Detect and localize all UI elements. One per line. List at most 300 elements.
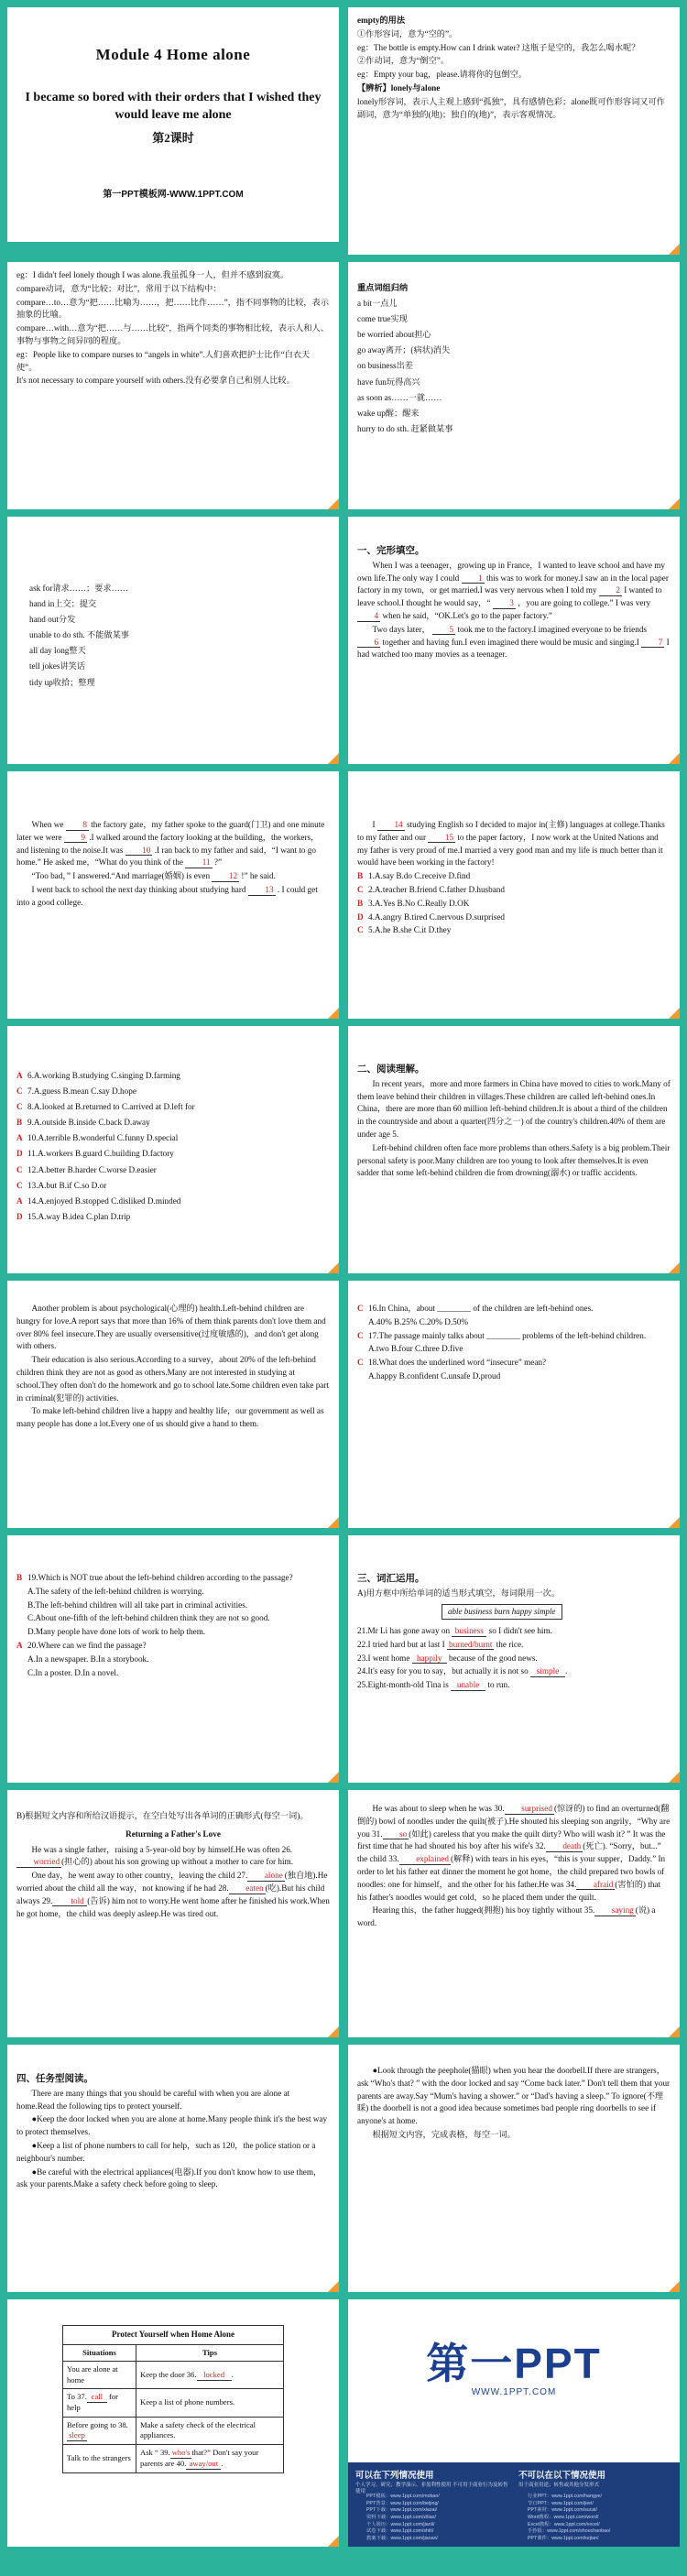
table-cell: Make a safety check of the electrical appliances. [136,2417,284,2444]
blank-9: 9 [64,833,87,844]
answer-letter: D [357,911,364,922]
blank-10: 10 [125,846,153,857]
text: took me to the factory.I imagined everyone to be friends [457,624,647,634]
link[interactable]: 个人简历：www.1ppt.com/jianli/ [366,2521,435,2527]
corner-fold [328,498,339,509]
corner-fold [669,2026,680,2037]
answer-letter: A [16,1071,23,1080]
fill-item [357,1639,671,1652]
option-text: 1.A.say B.do C.receive D.find [368,871,471,881]
table-row [63,2445,284,2473]
option: A.In a newspaper. B.In a storybook. [27,1654,149,1664]
option: B.The left-behind children will all take part in criminal activities. [27,1599,248,1610]
text: To 37. [67,2392,87,2402]
answer-28: eaten [229,1883,266,1894]
slide-4 [348,262,680,509]
corner-fold [328,1008,339,1019]
question-19 [16,1572,330,1585]
table-row [63,2362,284,2389]
question-text: 16.In China，about ________ of the children are left-behind ones. [368,1304,594,1313]
option-text: 6.A.working B.studying C.singing D.farming [27,1071,180,1080]
cloze-paragraph [357,819,671,869]
answer-24: simple [530,1666,565,1677]
answer-21: business [452,1626,486,1637]
answer-22: burned/burnt [448,1639,493,1649]
slide-12 [348,1281,680,1528]
text: so I didn't see him. [488,1626,552,1636]
text: in the local paper factory in my town，or get married.I was very nervous when I told my [357,573,669,595]
link[interactable]: Excel教程：www.1ppt.com/excel/ [528,2521,600,2527]
line: eg：I didn't feel lonely though I was alone.我虽孤身一人，但并不感到寂寞。 [16,270,289,279]
option-row [16,1115,330,1130]
text: ?” [213,857,223,868]
blank-8: 8 [66,820,89,831]
text: I wanted to leave school.I thought he would say，“ [357,585,662,608]
answer-25: unable [451,1680,485,1691]
slide-19 [7,2299,339,2547]
line: ①作形容词，意为“空的”。 [357,28,458,38]
option-text: 5.A.he B.she C.it D.they [368,925,452,935]
link[interactable]: PPT素材：www.1ppt.com/sucai/ [528,2507,597,2514]
answer-letter: A [16,1195,23,1206]
line: It's not necessary to compare yourself with others.没有必要拿自己和别人比较。 [16,376,295,386]
line: eg：People like to compare nurses to “angels in white”.人们喜欢把护士比作“白衣天使”。 [16,349,311,372]
question-17 [357,1330,671,1343]
text: .I walked around the factory looking at the building，the workers，and listening to the noise.It was [16,832,320,855]
link[interactable]: PPT背景：www.1ppt.com/beijing/ [366,2500,439,2506]
phrase-heading: 重点词组归纳 [357,283,409,292]
link[interactable]: 手抄报：www.1ppt.com/shouchaobao/ [528,2528,611,2535]
instruction: A)用方框中所给单词的适当形式填空，每词限用一次。 [357,1588,561,1598]
passage-paragraph [357,1803,671,1904]
brand-logo: 第一PPT [426,2340,602,2387]
corner-fold [328,2281,339,2292]
text: (说) a word. [357,1905,656,1928]
fill-item [357,1679,671,1692]
slide-6 [348,517,680,764]
text: 23.I went home [357,1653,410,1663]
cloze-paragraph [357,624,671,661]
corner-fold [669,1262,680,1273]
line: lonely形容词，表示人主观上感到“孤独”，具有感情色彩；alone既可作形容词又可作副词，意为“单独的(地)；独自的(地)”，表示客观情况。 [357,96,665,119]
passage-paragraph [357,1905,671,1930]
link[interactable]: 教案下载：www.1ppt.com/jiaoan/ [366,2536,439,2542]
table-row [63,2389,284,2417]
text: that?” Don't say your parents are 40. [140,2448,259,2469]
line: eg：Empty your bag，please.请将你的包倒空。 [357,70,527,80]
reading-heading: 二、阅读理解。 [357,1064,425,1075]
answer-35: saying [594,1905,636,1916]
text: I [372,820,376,829]
blank-12: 12 [212,871,239,882]
text: (吃).But his child always [16,1883,325,1905]
option-row [16,1162,330,1177]
instruction: 根据短文内容，完成表格，每空一词。 [372,2129,516,2139]
corner-fold [669,1772,680,1783]
option-row [16,1068,330,1083]
option-row [16,1146,330,1161]
line: ②作动词，意为“倒空”。 [357,56,450,66]
option-text: 13.A.but B.if C.so D.or [27,1180,107,1190]
license-forbidden [518,2468,674,2489]
text: for help [67,2392,119,2413]
blank-1: 1 [462,573,485,584]
text: Before going to 38. [67,2419,128,2429]
answer-letter: C [16,1086,23,1097]
vocab-heading: 三、词汇运用。 [357,1573,425,1584]
question-16 [357,1303,671,1315]
passage-title: Returning a Father's Love [125,1828,221,1839]
link-list-2 [528,2494,610,2543]
text: He was about to sleep when he was 30. [372,1804,505,1813]
answer-31: so [383,1829,409,1840]
option-text: 7.A.guess B.mean C.say D.hope [27,1086,136,1097]
phrase-item: be worried about担心 [357,330,431,340]
brand-site: WWW.1PPT.COM [471,2387,557,2397]
cloze-paragraph [357,560,671,623]
slide-20-brand [348,2299,680,2547]
text: when he said，“OK.Let's go to the paper factory.” [382,610,552,620]
question-18 [357,1357,671,1370]
link[interactable]: 节日PPT：www.1ppt.com/jieri/ [528,2500,594,2506]
option-text: 11.A.workers B.guard C.building D.factory [27,1149,174,1159]
answer-36: locked [197,2371,232,2381]
text: together and having fun.I even imagined there would be music and singing.I [382,637,639,647]
corner-fold [328,2026,339,2037]
text: this was to work for money.I saw an [485,573,609,583]
text: (害怕的) that his father's noodles would get cold，so he placed them under the quilt. [357,1879,661,1902]
phrase-item: come true实现 [357,314,408,324]
text: because of the good news. [449,1653,538,1663]
slide-15 [7,1790,339,2037]
option-text: 4.A.angry B.tired C.nervous D.surprised [368,911,506,922]
blank-7: 7 [641,638,664,649]
tip-bullet: ●Keep a list of phone numbers to call for help，such as 120，the police station or a neighbour's number. [16,2140,316,2163]
phrase-item: go away离开；(病状)消失 [357,345,451,355]
slide-1-cover [7,7,339,255]
slide-10 [348,1026,680,1273]
text: (惊讶的) to find an overturned(翻倒的) bowl of noodles under the quilt(被子).He shouted his sleeping son angrily，“Why are you 31. [357,1804,671,1839]
blank-4: 4 [357,611,380,622]
option-text: 10.A.terrible B.wonderful C.funny D.special [27,1133,179,1143]
blank-2: 2 [599,585,622,596]
text: ，you are going to college.” I was very [518,598,651,608]
answer-32: death [546,1841,583,1852]
option-text: 8.A.looked at B.returned to C.arrived at D.left for [27,1102,195,1112]
text: (解释) with tears in his eyes，“this is your supper，Daddy.” In order to let his father eat dinner the moment he got home，the child prepared two bowls of noodles: one for himself，and the other for his father.He was 34. [357,1854,666,1889]
option-text: 14.A.enjoyed B.stopped C.disliked D.minded [27,1195,181,1206]
option-row [16,1099,330,1114]
license-allowed [355,2468,511,2495]
answer-34: afraid [576,1880,615,1891]
text: !” he said. [241,871,276,881]
text: When we [31,820,64,829]
text: (死亡). “Sorry，but...” the child 33. [357,1841,661,1864]
blank-15: 15 [428,833,455,844]
answer-33: explained [399,1854,451,1865]
corner-fold [669,753,680,764]
text: 35. [583,1905,595,1916]
slide-2 [348,7,680,255]
reading-paragraph: To make left-behind children live a happy and healthy life，our government as well as many people has done a lot.Every one of us should give a hand to them. [16,1406,324,1429]
option-row [16,1130,330,1145]
text: Two days later， [372,624,431,634]
option-row [357,884,671,897]
line: compare…with…意为“把……与……比较”，指两个同类的事物相比较，表示人和人、事物与事物之间异同的程度。 [16,323,329,345]
option: C.About one-fifth of the left-behind children think they are not so good. [27,1613,270,1623]
option-row [16,1178,330,1193]
text: (告诉) him not to worry.He went home after he finished his work.When he got home，the child was deeply asleep.He was tired out. [16,1895,330,1918]
slide-16 [348,1790,680,2037]
text: to the paper factory，I now work at the United Nations and my father is very proud of me.I married a very good man and my life is much better than it would have been working in the factory! [357,832,663,868]
license-forbidden-title: 不可以在以下情况使用 [518,2471,606,2481]
cover-period: 第2课时 [152,130,194,145]
answer-letter: C [16,1164,23,1174]
phrase-item: all day long整天 [29,646,86,656]
text: (如此) careless that you make the quilt dirty? Who will wash it? ” It was the first time that he had shouted his boy after his wife's 32. [357,1828,666,1851]
text: I had watched too many movies as a teenager. [357,637,670,660]
slide-7 [7,771,339,1019]
text: the rice. [496,1639,524,1649]
blank-3: 3 [493,598,516,609]
option-row [357,870,671,883]
phrase-item: tell jokes讲笑话 [29,661,85,671]
text: 27. [236,1871,248,1881]
answer-letter: C [16,1180,23,1190]
text: 24.It's easy for you to say，but actually it is not so [357,1666,529,1676]
answer-27: alone [247,1871,284,1882]
table-caption: Protect Yourself when Home Alone [62,2325,284,2344]
answer-letter: B [357,871,364,881]
text: . [221,2459,224,2469]
phrase-item: have fun玩得高兴 [357,377,420,387]
link[interactable]: 试卷下载：www.1ppt.com/shiti/ [366,2528,434,2535]
blank-11: 11 [185,857,212,868]
option-row [16,1194,330,1208]
answer-letter: C [357,1358,364,1368]
options: A.happy B.confident C.unsafe D.proud [368,1370,501,1381]
answer-38: sleep [67,2431,87,2441]
answer-letter: D [16,1149,23,1159]
question-text: 20.Where can we find the passage? [27,1640,147,1650]
text: the factory gate，my father spoke to the guard(门卫) and one minute later we were [16,820,325,842]
line: eg：The bottle is empty.How can I drink water? 这瓶子是空的，我怎么喝水呢？ [357,42,640,52]
fill-item [357,1653,671,1665]
blank-14: 14 [377,820,405,831]
task-paragraph: There are many things that you should be careful with when you are alone at home.Read the following tips to protect yourself. [16,2088,290,2111]
table-cell [63,2389,136,2417]
license-forbidden-text: 用于商业用途；转售或其他分发形式 [518,2483,600,2488]
question-text: 19.Which is NOT true about the left-behind children according to the passage? [27,1573,293,1582]
option-row [16,1084,330,1098]
line: 【辨析】lonely与alone [357,82,441,93]
link-list-1 [366,2494,440,2543]
instruction: B)根据短文内容和所给汉语提示，在空白处写出各单词的正确形式(每空一词)。 [16,1811,309,1820]
corner-fold [328,753,339,764]
answer-letter: A [16,1640,23,1650]
corner-fold [669,244,680,255]
text: When I was a teenager，growing up in France，I wanted to leave school and have my own life.The only way I could [357,560,665,583]
cover-site: 第一PPT模板网-WWW.1PPT.COM [103,189,244,200]
blank-13: 13 [248,885,276,896]
link[interactable]: PPT下载：www.1ppt.com/xiazai/ [366,2507,438,2514]
option-row [357,924,671,937]
text: (担心的) about his son growing up without a mother to care for him. [61,1857,293,1867]
fill-item [357,1665,671,1678]
table-header: Tips [136,2344,284,2362]
text: “Too bad，” I answered.“And marriage(婚姻) is even [31,871,211,881]
blank-5: 5 [432,625,455,636]
slide-14 [348,1535,680,1783]
safety-table [62,2325,284,2473]
answer-letter: C [357,1330,364,1340]
text: . [564,1666,568,1676]
slide-11 [7,1281,339,1528]
reading-paragraph: Their education is also serious.According to a survey，about 20% of the left-behind children think they are not as good as others.Many are not interested in studying at school.They often don't do the homework and go to school late.Some children even take part in criminal(犯罪的) activities. [16,1355,329,1403]
phrase-item: hand out分发 [29,615,76,625]
slide-17 [7,2045,339,2292]
phrase-item: unable to do sth. 不能做某事 [29,630,129,640]
corner-fold [328,2536,339,2547]
options: A.40% B.25% C.20% D.50% [368,1316,468,1326]
cloze-paragraph [16,870,330,883]
table-cell: Talk to the strangers [63,2445,136,2473]
link[interactable]: PPT课件：www.1ppt.com/kejian/ [528,2536,599,2542]
table-cell [136,2445,284,2473]
text: . I could get into a good college. [16,884,318,907]
cloze-paragraph [16,884,330,910]
cover-bottom-bar [7,242,339,255]
blank-6: 6 [357,638,380,649]
answer-letter: D [16,1211,23,1221]
table-cell [136,2362,284,2389]
option-row [357,898,671,911]
slide-9 [7,1026,339,1273]
fill-item [357,1625,671,1638]
answer-letter: C [357,884,364,894]
corner-fold [669,1517,680,1528]
answer-29: told [52,1896,87,1907]
table-header: Situations [63,2344,136,2362]
question-20 [16,1640,330,1653]
option: C.In a poster. D.In a novel. [27,1667,119,1677]
text: Ask “ 39. [140,2448,170,2458]
option-text: 15.A.way B.idea C.plan D.trip [27,1211,131,1221]
text: I went back to school the next day thinking about studying hard [31,884,246,894]
corner-fold [669,498,680,509]
question-text: 17.The passage mainly talks about ________ problems of the left-behind children. [368,1330,647,1340]
text: Keep the door 36. [140,2369,197,2379]
text: He was a single father，raising a 5-year-old boy by himself.He was often 26. [31,1844,293,1854]
question-text: 18.What does the underlined word “insecure” mean? [368,1358,547,1368]
task-heading: 四、任务型阅读。 [16,2073,93,2084]
answer-letter: B [16,1573,23,1582]
phrase-item: hand in上交；提交 [29,599,97,609]
phrase-item: ask for请求……；要求…… [29,584,128,593]
line: compare动词，意为“比较；对比”，常用于以下结构中： [16,283,222,293]
option-text: 12.A.better B.harder C.worse D.easier [27,1164,157,1174]
license-allowed-text: 个人学习、研究；教学演示、非盈利性使用 不可用于商业行为及转售使用 [355,2483,508,2495]
table-cell: You are alone at home [63,2362,136,2389]
answer-letter: A [16,1133,23,1143]
word-box: able business burn happy simple [442,1604,562,1621]
answer-40: away/out [186,2460,221,2470]
answer-39: who's [171,2448,191,2458]
slide-5 [7,517,339,764]
answer-letter: B [357,898,364,908]
table-cell: Keep a list of phone numbers. [136,2389,284,2417]
link[interactable]: 行业PPT：www.1ppt.com/hangye/ [528,2494,602,2499]
link[interactable]: 资料下载：www.1ppt.com/ziliao/ [366,2515,436,2521]
tip-bullet: ●Keep the door locked when you are alone at home.Many people think it's the best way to protect themselves. [16,2114,328,2137]
reading-paragraph: Left-behind children often face more problems than others.Safety is a big problem.Their personal safety is poor.Many children are too young to look after themselves.It is even sadder that some left-behind children die from drowning(溺水) or traffic accidents. [357,1142,671,1178]
text: 25.Eight-month-old Tina is [357,1680,449,1690]
slide-3 [7,262,339,509]
phrase-item: hurry to do sth. 赶紧做某事 [357,423,453,433]
phrase-item: tidy up收拾；整理 [29,677,95,687]
answer-letter: C [357,1304,364,1313]
slide-18 [348,2045,680,2292]
corner-fold [328,1517,339,1528]
tip-bullet: ●Look through the peephole(猫眼) when you hear the doorbell.If there are strangers，ask “Who's that? ” with the door locked and say “Come back later.” Don't tell them that your parents are away.Say “Mum's having a shower.” or “Dad's having a sleep.” To ignore(不理睬) the doorbell is not a good idea because sometimes bad people ring doorbells to see if anyone's at home. [357,2066,671,2126]
option: D.Many people have done lots of work to help them. [27,1627,206,1637]
phrase-item: on business出差 [357,361,413,371]
table-row [63,2417,284,2444]
text: . [231,2369,234,2379]
answer-37: call [87,2393,107,2403]
text: 29. [41,1895,53,1905]
corner-fold [328,1262,339,1273]
reading-paragraph: In recent years，more and more farmers in China have moved to cities to work.Many of them leave behind their children in villages.These children are called left-behind ones.In China，there are more than 60 million left-behind children.It is about a third of the children in the countryside and about a quarter(四分之一) of the country's children.40% of them are under age 5. [357,1078,671,1139]
answer-letter: C [357,925,364,935]
text: Hearing this，the father hugged(拥抱) his boy tightly without [372,1905,583,1916]
link[interactable]: PPT模板：www.1ppt.com/moban/ [366,2494,440,2499]
option-text: 2.A.teacher B.friend C.father D.husband [368,884,505,894]
answer-letter: C [16,1102,23,1112]
option-row [357,911,671,924]
phrase-item: wake up醒；醒来 [357,408,420,418]
answer-letter: B [16,1118,23,1128]
corner-fold [328,1772,339,1783]
cloze-paragraph [16,819,330,869]
brand-area [348,2299,680,2462]
cover-subtitle: I became so bored with their orders that I wished they would leave me alone [25,91,322,122]
table-header-row [63,2344,284,2362]
cover-title: Module 4 Home alone [95,46,251,63]
corner-fold [669,2281,680,2292]
options: A.two B.four C.three D.five [368,1344,463,1354]
text: 22.I tried hard but at last I [357,1639,445,1649]
answer-23: happily [412,1654,447,1665]
text: to run. [487,1680,510,1690]
option-row [16,1209,330,1224]
text: One day，he went away to other country，leaving the child [31,1871,235,1881]
cloze-heading: 一、完形填空。 [357,545,425,556]
line: compare…to…意为“把……比喻为……，把……比作……”，指不同事物的比较，表示抽象的比喻。 [16,297,329,320]
passage-paragraph [16,1870,330,1920]
reading-paragraph: Another problem is about psychological(心理的) health.Left-behind children are hungry for love.A report says that more than 16% of them think parents don't love them and over 80% feel insecure.They are usually oversensitive(过度敏感的)，and don't get along with others. [16,1304,326,1351]
text: 21.Mr Li has gone away on [357,1626,451,1636]
phrase-item: a bit一点儿 [357,299,398,309]
link[interactable]: Word教程：www.1ppt.com/word/ [528,2515,599,2521]
text: studying English so I decided to major in(主修) languages at college.Thanks to my father and our [357,820,665,842]
option: A.The safety of the left-behind children is worrying. [27,1586,204,1596]
table-cell [63,2417,136,2444]
text: .I ran back to my father and said，“I want to go home.” He asked me，“What do you think of the [16,845,316,868]
answer-26: worried [16,1857,61,1868]
passage-paragraph [16,1844,330,1870]
option-text: 9.A.outside B.inside C.back D.away [27,1118,150,1128]
